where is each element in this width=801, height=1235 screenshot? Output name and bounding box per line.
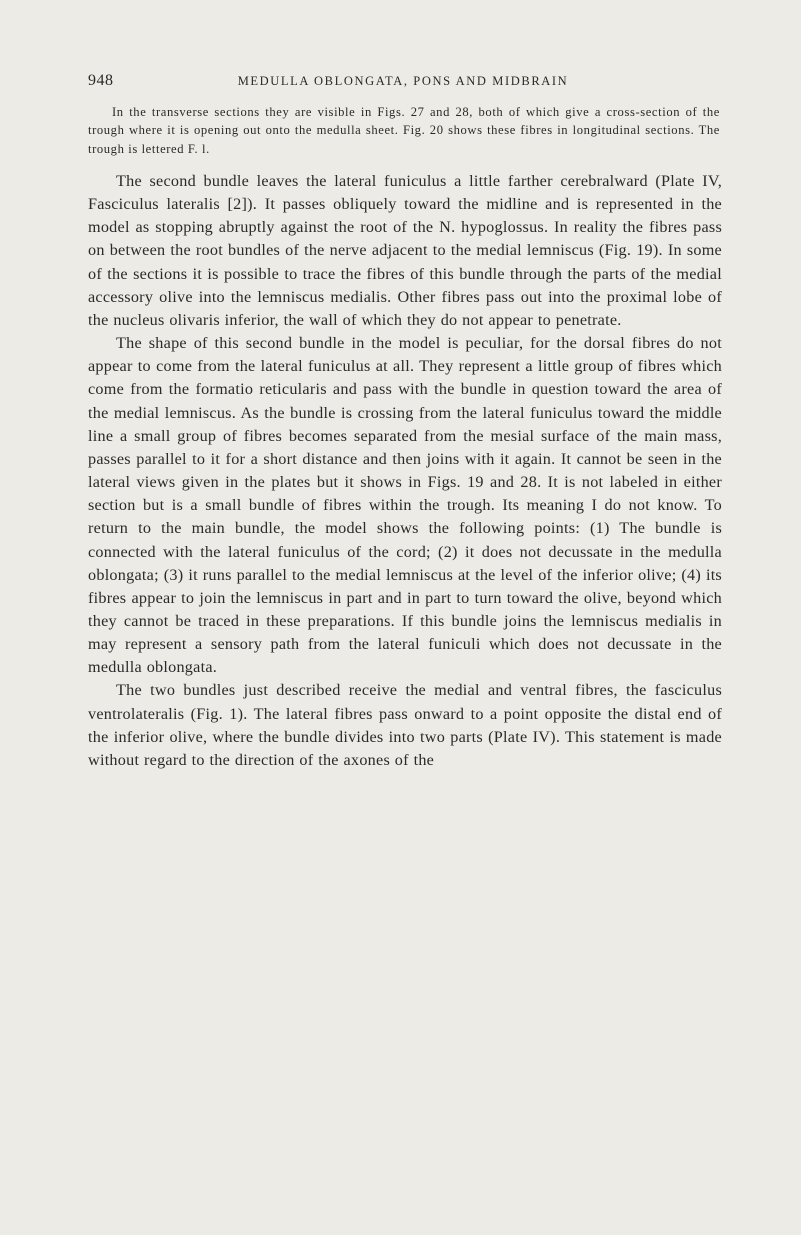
paragraph-2: The shape of this second bundle in the model is peculiar, for the dorsal fibres do not appear to come from the lateral funiculus at all. They represent a little group of fibres which come from the formatio reticularis and pass with the bundle in question toward the area of the medial lemniscus. As the bundle is crossing from the lateral funiculus toward the middle line a small group of fibres becomes separated from the mesial surface of the main mass, passes parallel to it for a short distance and then joins with it again. It cannot be seen in the lateral views given in the plates but it shows in Figs. 19 and 28. It is not labeled in either section but is a small bundle of fibres within the trough. Its meaning I do not know. To return to the main bundle, the model shows the following points: (1) The bundle is connected with the lateral funiculus of the cord; (2) it does not decussate in the medulla oblongata; (3) it runs parallel to the medial lemniscus at the level of the inferior olive; (4) its fibres appear to join the lemniscus in part and in part to turn toward the olive, beyond which they cannot be traced in these preparations. If this bundle joins the lemniscus medialis in may represent a sensory path from the lateral funiculi which does not decussate in the medulla oblongata. [88,334,722,677]
running-title: MEDULLA OBLONGATA, PONS AND MIDBRAIN [237,74,569,88]
page-header [88,72,718,96]
body-text [88,170,722,772]
footnote-paragraph: In the transverse sections they are visible in Figs. 27 and 28, both of which give a cross-section of the trough where it is opening out onto the medulla sheet. Fig. 20 shows these fibres in longitudinal sections. The trough is lettered F. l. [88,105,720,156]
paragraph-3: The two bundles just described receive the medial and ventral fibres, the fasciculus ventrolateralis (Fig. 1). The lateral fibres pass onward to a point opposite the distal end of the inferior olive, where the bundle divides into two parts (Plate IV). This statement is made without regard to the direction of the axones of the [88,681,722,769]
paragraph-1: The second bundle leaves the lateral funiculus a little farther cerebralward (Plate IV, Fasciculus lateralis [2]). It passes obliquely toward the midline and is represented in the model as stopping abruptly against the root of the N. hypoglossus. In reality the fibres pass on between the root bundles of the nerve adjacent to the medial lemniscus (Fig. 19). In some of the sections it is possible to trace the fibres of this bundle through the parts of the medial accessory olive into the lemniscus medialis. Other fibres pass out into the proximal lobe of the nucleus olivaris inferior, the wall of which they do not appear to penetrate. [88,172,722,329]
page-number: 948 [88,72,114,89]
